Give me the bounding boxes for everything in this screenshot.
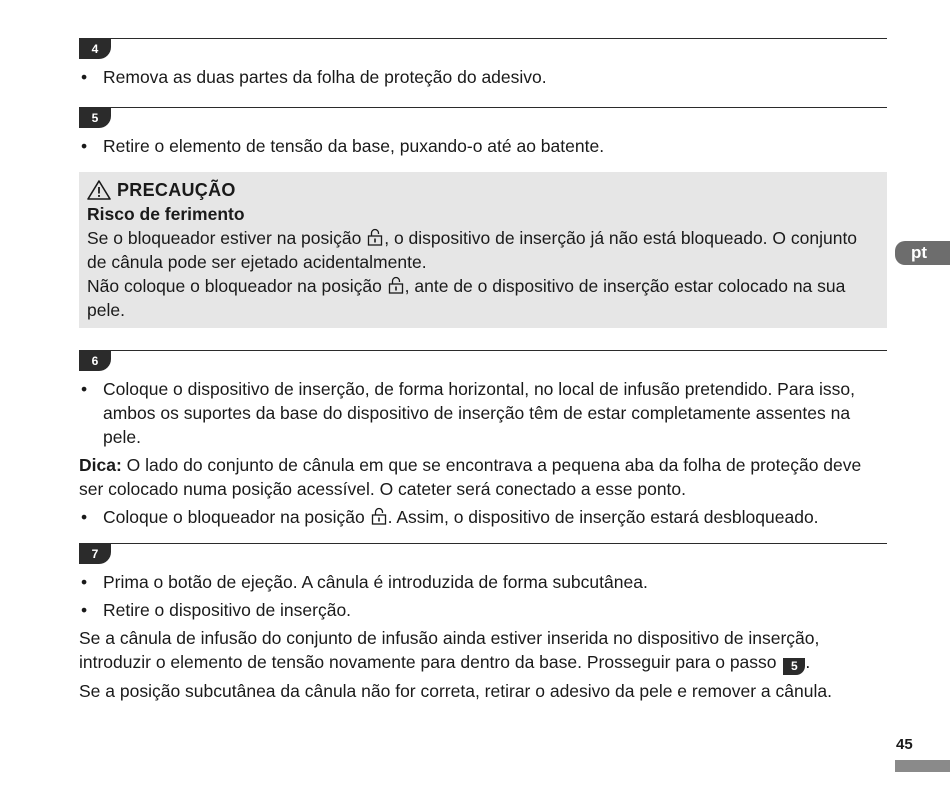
tip-label: Dica: — [79, 455, 122, 475]
unlocked-padlock-icon — [371, 507, 387, 525]
caution-title — [87, 178, 879, 202]
step-bullet: • Retire o elemento de tensão da base, puxando-o até ao batente. — [79, 134, 887, 158]
step-bullet — [79, 505, 887, 529]
step-6 — [79, 350, 887, 529]
step-bullet: • Retire o dispositivo de inserção. — [79, 598, 887, 622]
step-number-badge: 5 — [79, 108, 111, 128]
bullet-text-part: Coloque o bloqueador na posição — [103, 507, 370, 527]
caution-subtitle: Risco de ferimento — [87, 204, 245, 224]
caution-text-part: , ante de o dispositivo de inserção estar colocado na sua pele. — [87, 276, 846, 320]
step-bullet: • Coloque o dispositivo de inserção, de forma horizontal, no local de infusão pretendido. Para isso, ambos os suportes da base do dispositivo de inserção têm de estar completamente assentes na pele. — [79, 377, 887, 449]
step-number-badge: 6 — [79, 351, 111, 371]
page-number: 45 — [896, 736, 913, 753]
unlocked-padlock-icon — [367, 228, 383, 246]
warning-triangle-icon — [87, 180, 111, 200]
step-reference-badge: 5 — [783, 658, 805, 675]
step-7 — [79, 543, 887, 703]
caution-text-part: Não coloque o bloqueador na posição — [87, 276, 387, 296]
tip-paragraph — [79, 453, 887, 501]
page-content — [79, 38, 887, 703]
caution-text-part: Se o bloqueador estiver na posição — [87, 228, 367, 248]
step-header — [79, 350, 887, 373]
bullet-text-part: . Assim, o dispositivo de inserção estará desbloqueado. — [387, 507, 819, 527]
step-bullet: • Remova as duas partes da folha de proteção do adesivo. — [79, 65, 887, 89]
caution-text-part: , o dispositivo de inserção já não está bloqueado. O conjunto de cânula pode ser ejetado acidentalmente. — [87, 228, 858, 272]
step-5 — [79, 107, 887, 158]
tip-text: O lado do conjunto de cânula em que se encontrava a pequena aba da folha de proteção deve ser colocado numa posição acessível. O cateter será conectado a esse ponto. — [79, 455, 862, 499]
caution-title-text: PRECAUÇÃO — [117, 180, 236, 200]
caution-box — [79, 172, 887, 328]
unlocked-padlock-icon — [388, 276, 404, 294]
step-number-badge: 4 — [79, 39, 111, 59]
step-bullet: • Prima o botão de ejeção. A cânula é introduzida de forma subcutânea. — [79, 570, 887, 594]
caution-text-2 — [87, 274, 879, 322]
language-tab: pt — [895, 241, 950, 265]
step-number-badge: 7 — [79, 544, 111, 564]
step-4 — [79, 38, 887, 89]
caution-text-1 — [87, 226, 879, 274]
paragraph-text: . — [805, 652, 811, 672]
paragraph-text: Se a cânula de infusão do conjunto de infusão ainda estiver inserida no dispositivo de inserção, introduzir o elemento de tensão novamente para dentro da base. Prosseguir para o passo — [79, 628, 820, 672]
step-paragraph — [79, 626, 887, 675]
step-paragraph: Se a posição subcutânea da cânula não for correta, retirar o adesivo da pele e remover a cânula. — [79, 681, 832, 701]
step-header — [79, 107, 887, 130]
step-header — [79, 543, 887, 566]
step-header — [79, 38, 887, 61]
page-footer-bar — [895, 760, 950, 772]
